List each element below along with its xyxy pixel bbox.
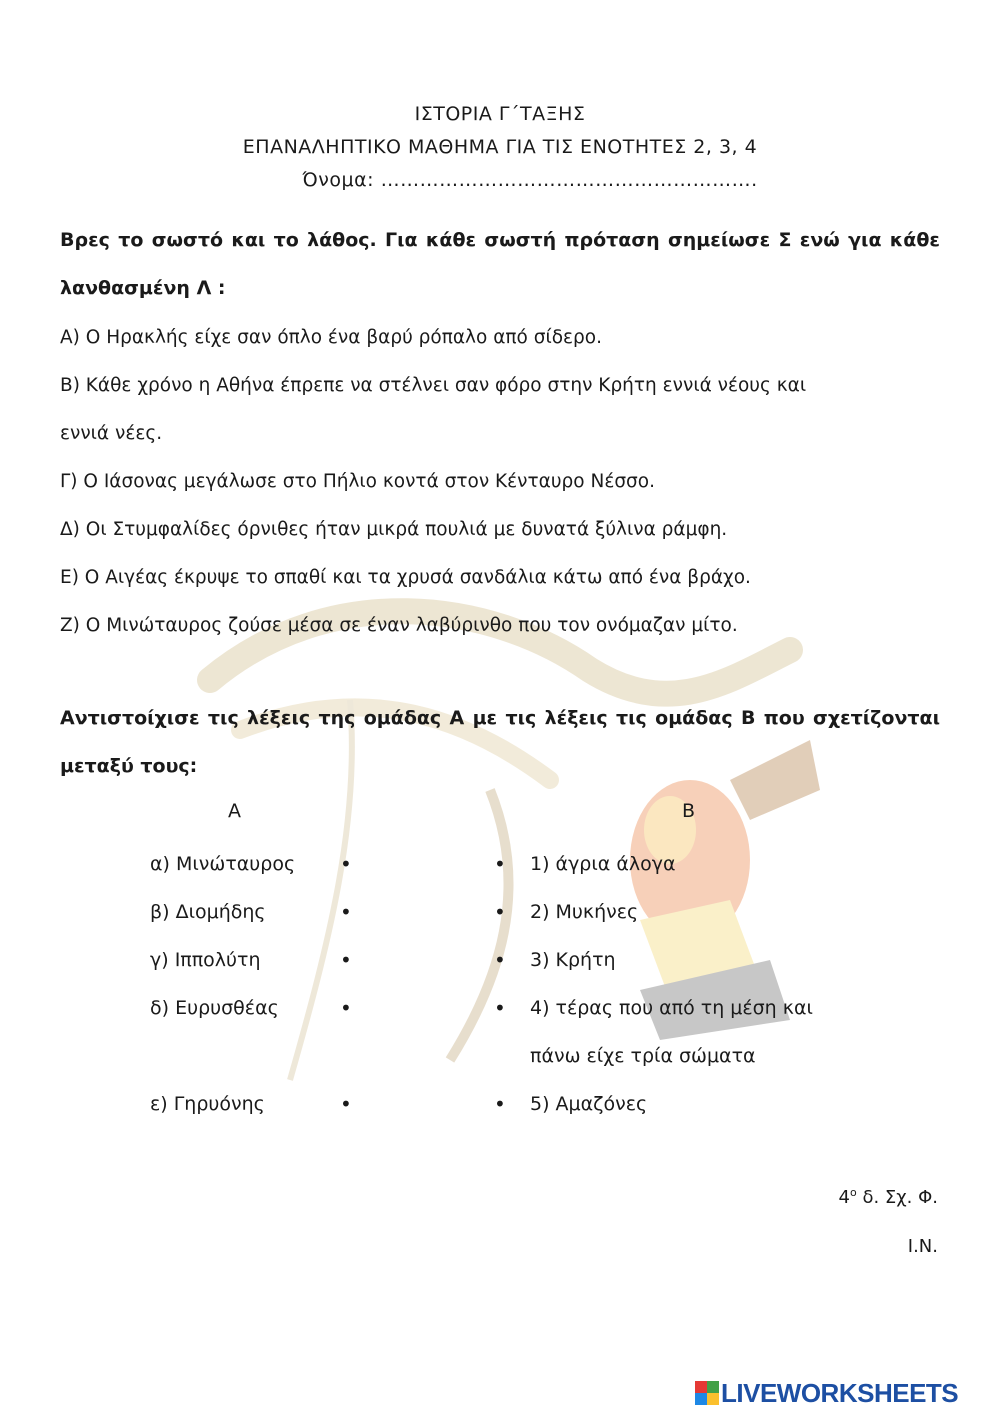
match-b-item-3: 3) Κρήτη bbox=[530, 949, 616, 971]
match-a-item-2: β) Διομήδης bbox=[150, 901, 266, 923]
exercise2-instruction: Αντιστοίχισε τις λέξεις της ομάδας Α με τις λέξεις τις ομάδας Β που σχετίζονται μεταξύ τους: bbox=[60, 707, 940, 777]
statement-b-continued[interactable]: εννιά νέες. bbox=[60, 423, 163, 444]
worksheet-header bbox=[0, 98, 1000, 197]
teacher-initials: Ι.Ν. bbox=[907, 1236, 938, 1257]
match-b-item-2: 2) Μυκήνες bbox=[530, 901, 639, 923]
school-signature: $4^o$ δ. Σχ. Φ. bbox=[838, 1186, 938, 1208]
liveworksheets-logo[interactable] bbox=[695, 1378, 958, 1408]
match-a-dot-2[interactable]: • bbox=[340, 900, 352, 924]
worksheet-title: ΙΣΤΟΡΙΑ Γ΄ΤΑΞΗΣ bbox=[414, 103, 586, 125]
liveworksheets-logo-text: LIVEWORKSHEETS bbox=[721, 1377, 959, 1408]
statement-d[interactable]: Δ) Οι Στυμφαλίδες όρνιθες ήταν μικρά πουλιά με δυνατά ξύλινα ράμφη. bbox=[60, 519, 728, 540]
statement-g[interactable]: Γ) Ο Ιάσονας μεγάλωσε στο Πήλιο κοντά στον Κένταυρο Νέσσο. bbox=[60, 471, 655, 492]
match-a-item-5: ε) Γηρυόνης bbox=[150, 1093, 265, 1115]
match-a-item-3: γ) Ιππολύτη bbox=[150, 949, 261, 971]
statement-a[interactable]: Α) Ο Ηρακλής είχε σαν όπλο ένα βαρύ ρόπαλο από σίδερο. bbox=[60, 327, 602, 348]
statement-z[interactable]: Ζ) Ο Μινώταυρος ζούσε μέσα σε έναν λαβύρινθο που τον ονόμαζαν μίτο. bbox=[60, 615, 738, 636]
match-b-dot-4[interactable]: • bbox=[494, 996, 506, 1020]
student-name-field[interactable]: Όνομα: …………………………………………………. bbox=[302, 169, 758, 191]
match-b-item-1: 1) άγρια άλογα bbox=[530, 853, 676, 875]
match-b-dot-3[interactable]: • bbox=[494, 948, 506, 972]
exercise1-statements bbox=[60, 314, 940, 650]
match-b-dot-1[interactable]: • bbox=[494, 852, 506, 876]
match-a-dot-5[interactable]: • bbox=[340, 1092, 352, 1116]
match-b-item-5: 5) Αμαζόνες bbox=[530, 1093, 648, 1115]
worksheet-subtitle: ΕΠΑΝΑΛΗΠΤΙΚΟ ΜΑΘΗΜΑ ΓΙΑ ΤΙΣ ΕΝΟΤΗΤΕΣ 2, 3, 4 bbox=[242, 136, 758, 158]
match-b-item-4-continued: πάνω είχε τρία σώματα bbox=[530, 1045, 756, 1067]
match-a-dot-4[interactable]: • bbox=[340, 996, 352, 1020]
match-b-dot-2[interactable]: • bbox=[494, 900, 506, 924]
match-a-item-4: δ) Ευρυσθέας bbox=[150, 997, 279, 1019]
column-a-label: Α bbox=[228, 800, 241, 822]
match-a-dot-1[interactable]: • bbox=[340, 852, 352, 876]
statement-e[interactable]: Ε) Ο Αιγέας έκρυψε το σπαθί και τα χρυσά σανδάλια κάτω από ένα βράχο. bbox=[60, 567, 751, 588]
liveworksheets-icon bbox=[695, 1381, 719, 1405]
match-a-item-1: α) Μινώταυρος bbox=[150, 853, 296, 875]
exercise1-instruction: Βρες το σωστό και το λάθος. Για κάθε σωστή πρόταση σημείωσε Σ ενώ για κάθε λανθασμένη Λ : bbox=[60, 229, 940, 299]
match-b-dot-5[interactable]: • bbox=[494, 1092, 506, 1116]
match-b-item-4: 4) τέρας που από τη μέση και bbox=[530, 997, 813, 1019]
statement-b[interactable]: Β) Κάθε χρόνο η Αθήνα έπρεπε να στέλνει σαν φόρο στην Κρήτη εννιά νέους και bbox=[60, 375, 807, 396]
column-b-label: Β bbox=[682, 800, 696, 822]
match-a-dot-3[interactable]: • bbox=[340, 948, 352, 972]
